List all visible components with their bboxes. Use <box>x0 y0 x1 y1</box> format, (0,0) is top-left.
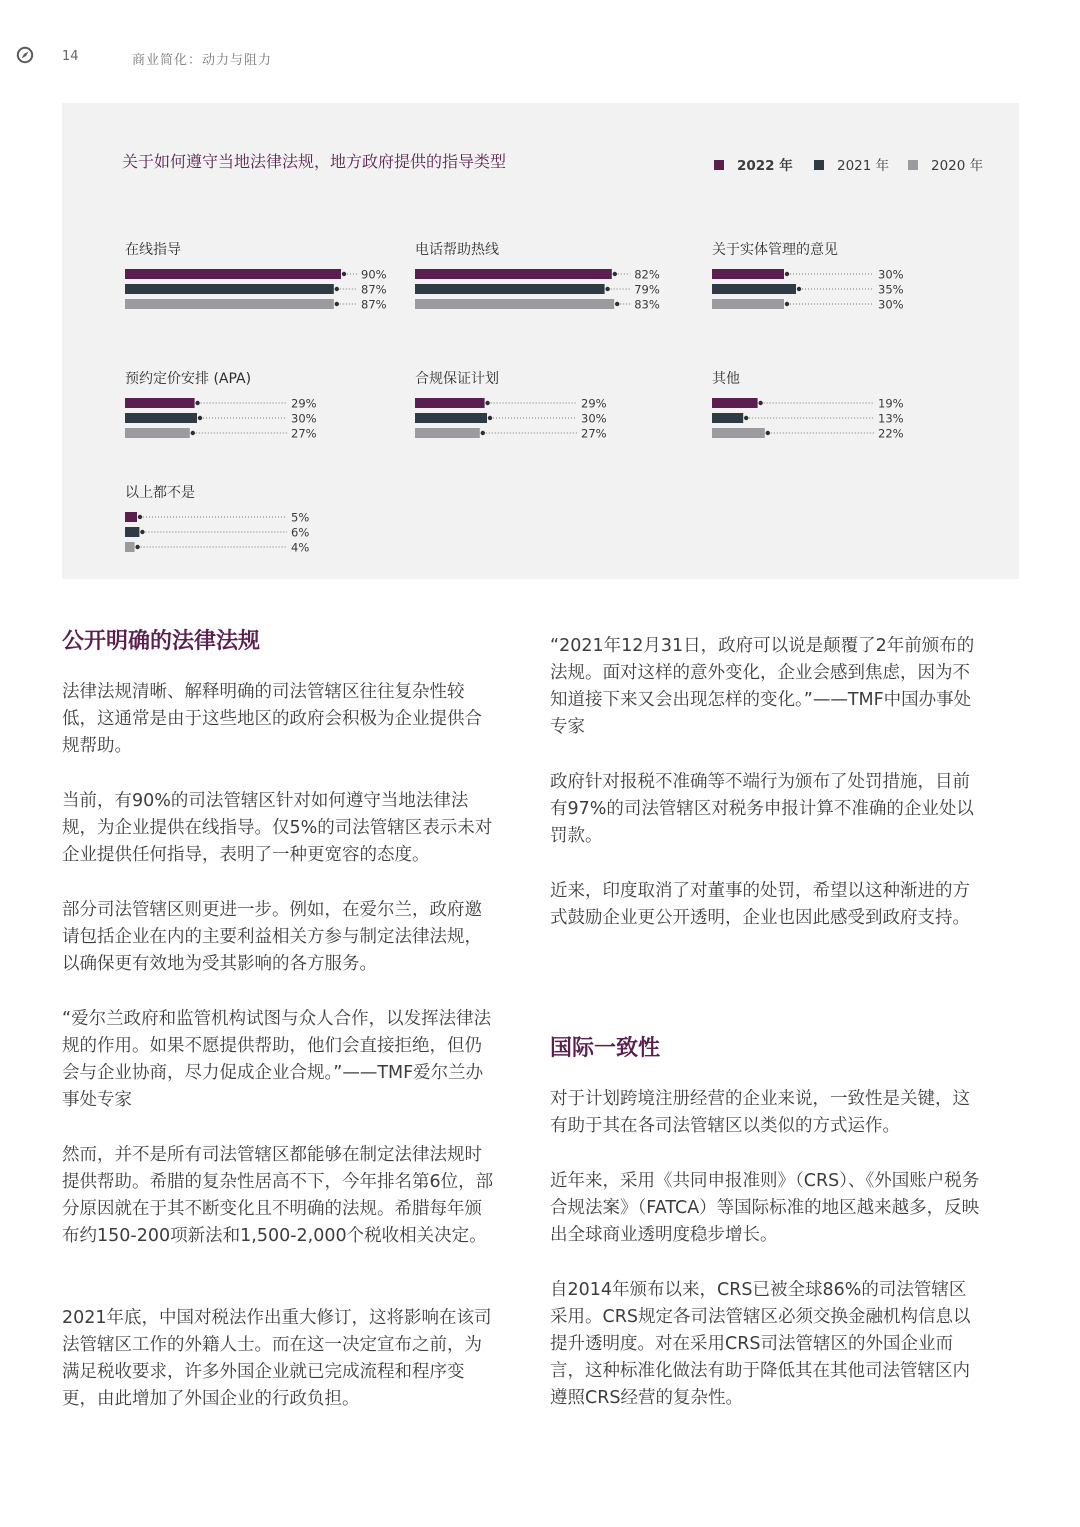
legend-swatch-1 <box>814 160 824 170</box>
value-label-2-2: 30% <box>878 297 904 312</box>
bar-3-2 <box>125 428 190 438</box>
value-label-1-0: 82% <box>634 267 660 282</box>
right-paragraph-crs-adoption: 自2014年颁布以来，CRS已被全球86%的司法管辖区采用。CRS规定各司法管辖区必须交换金融机构信息以提升透明度。对在采用CRS司法管辖区的外国企业而言，这种标准化做法有助于降低其在其他司法管辖区内遵照CRS经营的复杂性。 <box>550 1280 971 1408</box>
bar-5-0 <box>712 398 758 408</box>
value-label-1-2: 83% <box>634 297 660 312</box>
value-label-4-2: 27% <box>581 426 607 441</box>
bar-2-1 <box>712 284 796 294</box>
bar-0-1 <box>125 284 334 294</box>
bar-end-dot-5-2 <box>766 431 770 435</box>
bar-5-2 <box>712 428 765 438</box>
bar-end-dot-5-0 <box>758 401 762 405</box>
chart-title: 关于如何遵守当地法律法规，地方政府提供的指导类型 <box>122 152 507 171</box>
value-label-1-1: 79% <box>634 282 660 297</box>
left-paragraph-greece: 然而，并不是所有司法管辖区都能够在制定法律法规时提供帮助。希腊的复杂性居高不下，今年排名第6位，部分原因就在于其不断变化且不明确的法规。希腊每年颁布约150-200项新法和1,500-2,000个税收相关决定。 <box>62 1145 494 1246</box>
guidance-type-chart <box>62 103 1019 579</box>
bar-end-dot-2-2 <box>785 302 789 306</box>
value-label-5-2: 22% <box>878 426 904 441</box>
bar-1-0 <box>415 269 612 279</box>
section-heading-consistency: 国际一致性 <box>550 1036 661 1061</box>
bar-end-dot-1-1 <box>605 287 609 291</box>
right-quote-china: “2021年12月31日，政府可以说是颠覆了2年前颁布的法规。面对这样的意外变化，企业会感到焦虑，因为不知道接下来又会出现怎样的变化。”——TMF中国办事处专家 <box>550 636 975 737</box>
value-label-2-0: 30% <box>878 267 904 282</box>
panel-label-4: 合规保证计划 <box>415 371 499 387</box>
value-label-3-1: 30% <box>291 411 317 426</box>
value-label-6-0: 5% <box>291 510 310 525</box>
bar-0-2 <box>125 299 334 309</box>
value-label-4-0: 29% <box>581 396 607 411</box>
bar-end-dot-2-1 <box>797 287 801 291</box>
bar-5-1 <box>712 413 743 423</box>
bar-end-dot-0-1 <box>335 287 339 291</box>
page-header <box>0 0 1080 110</box>
bar-end-dot-0-2 <box>335 302 339 306</box>
value-label-0-2: 87% <box>361 297 387 312</box>
legend-label-1: 2021 年 <box>837 158 890 174</box>
bar-end-dot-4-0 <box>485 401 489 405</box>
value-label-3-2: 27% <box>291 426 317 441</box>
bar-end-dot-6-1 <box>140 530 144 534</box>
bar-3-0 <box>125 398 195 408</box>
panel-label-0: 在线指导 <box>125 242 181 258</box>
right-paragraph-crs-fatca: 近年来，采用《共同申报准则》（CRS）、《外国账户税务合规法案》（FATCA）等国际标准的地区越来越多，反映出全球商业透明度稳步增长。 <box>550 1171 980 1245</box>
left-quote-ireland: “爱尔兰政府和监管机构试图与众人合作，以发挥法律法规的作用。如果不愿提供帮助，他们会直接拒绝，但仍会与企业协商，尽力促成企业合规。”——TMF爱尔兰办事处专家 <box>62 1009 492 1110</box>
bar-1-2 <box>415 299 614 309</box>
panel-label-1: 电话帮助热线 <box>415 242 499 258</box>
bar-end-dot-5-1 <box>744 416 748 420</box>
bar-end-dot-4-1 <box>488 416 492 420</box>
right-paragraph-india: 近来，印度取消了对董事的处罚，希望以这种渐进的方式鼓励企业更公开透明，企业也因此感受到政府支持。 <box>550 881 970 928</box>
compass-logo-icon <box>16 46 34 64</box>
value-label-4-1: 30% <box>581 411 607 426</box>
bar-end-dot-6-0 <box>138 515 142 519</box>
bar-4-0 <box>415 398 485 408</box>
bar-end-dot-3-2 <box>191 431 195 435</box>
bar-end-dot-0-0 <box>342 272 346 276</box>
left-paragraph-china: 2021年底，中国对税法作出重大修订，这将影响在该司法管辖区工作的外籍人士。而在这一决定宣布之前，为满足税收要求，许多外国企业就已完成流程和程序变更，由此增加了外国企业的行政负担。 <box>62 1308 492 1409</box>
bar-0-0 <box>125 269 341 279</box>
value-label-0-1: 87% <box>361 282 387 297</box>
section-heading-open-laws: 公开明确的法律法规 <box>62 629 261 654</box>
panel-label-6: 以上都不是 <box>125 485 195 501</box>
bar-4-2 <box>415 428 480 438</box>
panel-label-5: 其他 <box>712 371 740 387</box>
right-paragraph-penalties: 政府针对报税不准确等不端行为颁布了处罚措施，目前有97%的司法管辖区对税务申报计算不准确的企业处以罚款。 <box>550 772 974 846</box>
chart-panel <box>62 103 1019 579</box>
page-number: 14 <box>62 49 79 64</box>
left-paragraph-3: 部分司法管辖区则更进一步。例如，在爱尔兰，政府邀请包括企业在内的主要利益相关方参与制定法律法规，以确保更有效地为受其影响的各方服务。 <box>62 900 482 974</box>
bar-end-dot-6-2 <box>135 545 139 549</box>
left-paragraph-2: 当前，有90%的司法管辖区针对如何遵守当地法律法规，为企业提供在线指导。仅5%的司法管辖区表示未对企业提供任何指导，表明了一种更宽容的态度。 <box>62 791 493 865</box>
bar-6-2 <box>125 542 135 552</box>
value-label-0-0: 90% <box>361 267 387 282</box>
left-paragraph-1: 法律法规清晰、解释明确的司法管辖区往往复杂性较低，这通常是由于这些地区的政府会积极为企业提供合规帮助。 <box>62 682 482 756</box>
value-label-6-1: 6% <box>291 525 310 540</box>
bar-end-dot-4-2 <box>481 431 485 435</box>
value-label-3-0: 29% <box>291 396 317 411</box>
bar-end-dot-3-1 <box>198 416 202 420</box>
bar-3-1 <box>125 413 197 423</box>
value-label-5-0: 19% <box>878 396 904 411</box>
legend-label-0: 2022 年 <box>737 158 793 174</box>
bar-6-1 <box>125 527 139 537</box>
bar-4-1 <box>415 413 487 423</box>
legend-label-2: 2020 年 <box>931 158 984 174</box>
bar-end-dot-3-0 <box>195 401 199 405</box>
bar-end-dot-1-0 <box>613 272 617 276</box>
running-title: 商业简化：动力与阻力 <box>132 53 273 68</box>
legend-swatch-0 <box>714 160 724 170</box>
value-label-2-1: 35% <box>878 282 904 297</box>
bar-end-dot-1-2 <box>615 302 619 306</box>
bar-2-0 <box>712 269 784 279</box>
right-paragraph-consistency: 对于计划跨境注册经营的企业来说，一致性是关键，这有助于其在各司法管辖区以类似的方式运作。 <box>550 1089 970 1136</box>
panel-label-2: 关于实体管理的意见 <box>712 242 838 258</box>
panel-label-3: 预约定价安排 (APA) <box>125 371 252 387</box>
bar-6-0 <box>125 512 137 522</box>
bar-1-1 <box>415 284 605 294</box>
value-label-6-2: 4% <box>291 540 310 555</box>
bar-end-dot-2-0 <box>785 272 789 276</box>
bar-2-2 <box>712 299 784 309</box>
value-label-5-1: 13% <box>878 411 904 426</box>
legend-swatch-2 <box>908 160 918 170</box>
